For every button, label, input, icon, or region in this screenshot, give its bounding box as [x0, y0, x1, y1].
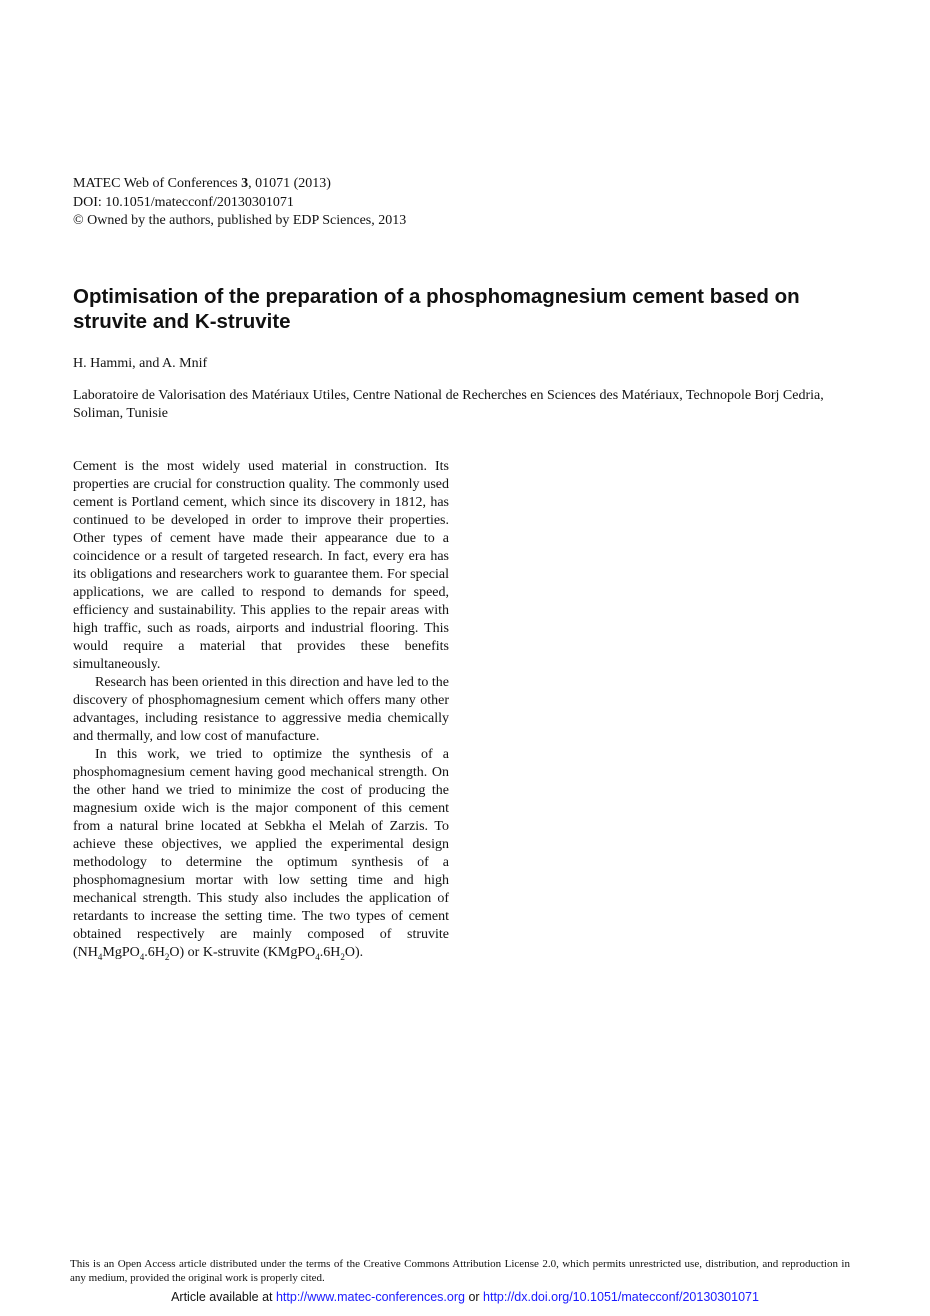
journal-header [73, 175, 406, 231]
availability-prefix: Article available at [171, 1290, 276, 1304]
journal-volume: 3 [241, 176, 249, 191]
copyright-line: © Owned by the authors, published by EDP Sciences, 2013 [73, 213, 407, 228]
doi-link[interactable]: http://dx.doi.org/10.1051/matecconf/20130301071 [483, 1290, 759, 1304]
journal-name: MATEC Web of Conferences [73, 176, 242, 191]
author-list: H. Hammi, and A. Mnif [73, 356, 208, 371]
struvite-formula: $NH_4MgPO_4.6H_2O$ [77, 945, 180, 962]
journal-citation-line [73, 175, 406, 194]
abstract-body [73, 458, 449, 962]
body-paragraph-1: Cement is the most widely used material in construction. Its properties are crucial for construction quality. The commonly used cement is Portland cement, which since its discovery in 1812, has continued to be developed in order to improve their properties. Other types of cement have made their appearance due to a coincidence or a result of targeted research. In fact, every era has its obligations and researchers work to guarantee them. For special applications, we are called to respond to demands for speed, efficiency and sustainability. This applies to the repair areas with high traffic, such as roads, airports and industrial flooring. This would require a material that provides these benefits simultaneously. [73, 459, 449, 672]
body-paragraph-3-text: In this work, we tried to optimize the synthesis of a phosphomagnesium cement having good mechanical strength. On the other hand we tried to minimize the cost of producing the magnesium oxide wich is the major component of this cement from a natural brine located at Sebkha el Melah of Zarzis. To achieve these objectives, we applied the experimental design methodology to determine the optimum synthesis of a phosphomagnesium mortar with low setting time and high mechanical strength. This study also includes the application of retardants to increase the setting time. The two types of cement obtained respectively are mainly composed of struvite ( [73, 747, 449, 960]
body-paragraph-2: Research has been oriented in this direction and have led to the discovery of phosphomagnesium cement which offers many other advantages, including resistance to aggressive media chemically and thermally, and low cost of manufacture. [73, 675, 449, 744]
license-notice: This is an Open Access article distributed under the terms of the Creative Commons Attribution License 2.0, which permits unrestricted use, distribution, and reproduction in any medium, provided the original work is properly cited. [70, 1258, 850, 1284]
paper-title: Optimisation of the preparation of a phosphomagnesium cement based on struvite and K-struvite [73, 285, 800, 333]
article-availability [0, 1289, 930, 1305]
paragraph-ending: ). [355, 945, 364, 960]
article-number-year: , 01071 (2013) [248, 176, 331, 191]
k-struvite-formula: $KMgPO_4.6H_2O$ [267, 945, 355, 962]
matec-conferences-link[interactable]: http://www.matec-conferences.org [275, 1290, 465, 1304]
availability-or: or [464, 1290, 484, 1304]
between-formulas-text: ) or K-struvite ( [179, 945, 268, 960]
author-affiliation: Laboratoire de Valorisation des Matériaux Utiles, Centre National de Recherches en Sciences des Matériaux, Technopole Borj Cedria, Soliman, Tunisie [73, 388, 824, 421]
doi-line: DOI: 10.1051/matecconf/20130301071 [73, 194, 294, 210]
body-paragraph-3 [73, 746, 449, 962]
